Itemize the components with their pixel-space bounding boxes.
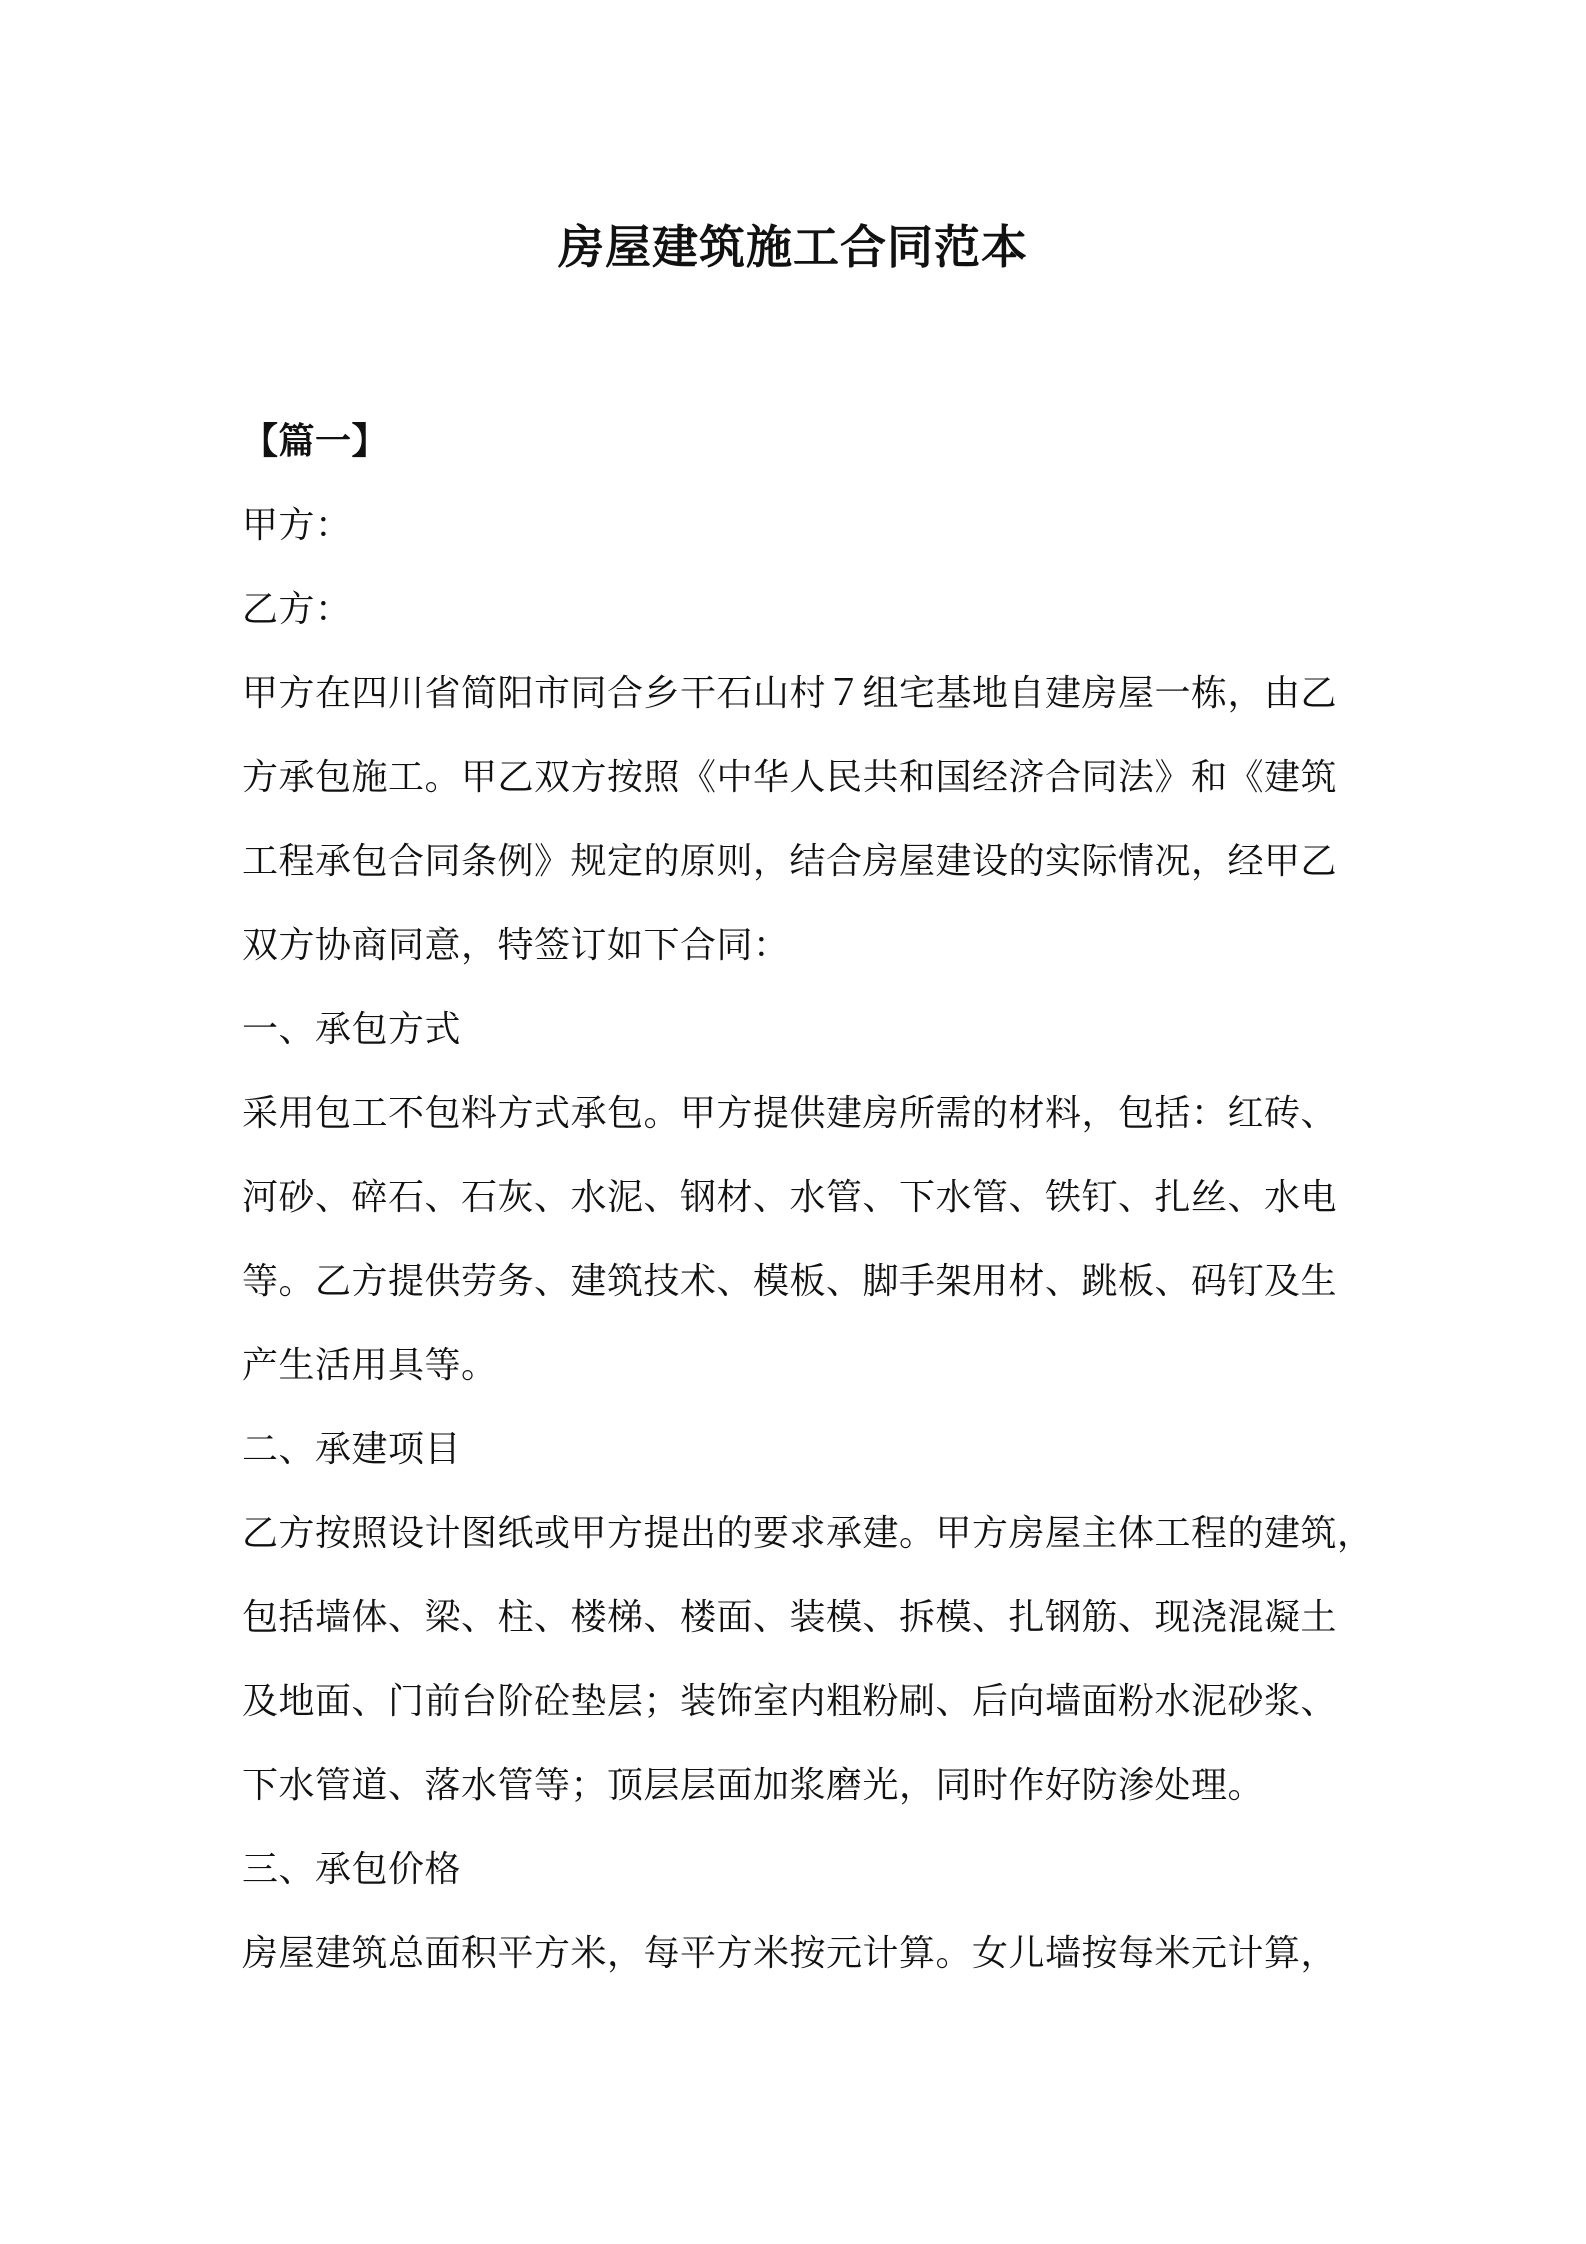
paragraph-line: 采用包工不包料方式承包。甲方提供建房所需的材料，包括：红砖、: [242, 1093, 1338, 1134]
section-heading: 二、承建项目: [242, 1429, 462, 1470]
paragraph-line: 包括墙体、梁、柱、楼梯、楼面、装模、拆模、扎钢筋、现浇混凝土: [242, 1597, 1338, 1638]
party-a-line: 甲方：: [242, 505, 352, 546]
paragraph-line: 甲方在四川省简阳市同合乡干石山村７组宅基地自建房屋一栋，由乙: [242, 673, 1338, 714]
paragraph-line: 房屋建筑总面积平方米，每平方米按元计算。女儿墙按每米元计算，: [242, 1933, 1338, 1974]
section-heading: 三、承包价格: [242, 1849, 462, 1890]
paragraph-line: 产生活用具等。: [242, 1345, 498, 1386]
section-heading: 一、承包方式: [242, 1009, 462, 1050]
section-label-part-one: 【篇一】: [242, 421, 389, 462]
document-body: [242, 400, 1374, 1996]
paragraph-line: 下水管道、落水管等；顶层层面加浆磨光，同时作好防渗处理。: [242, 1765, 1265, 1806]
paragraph-line: 双方协商同意，特签订如下合同：: [242, 925, 790, 966]
paragraph-line: 工程承包合同条例》规定的原则，结合房屋建设的实际情况，经甲乙: [242, 841, 1338, 882]
paragraph-line: 河砂、碎石、石灰、水泥、钢材、水管、下水管、铁钉、扎丝、水电: [242, 1177, 1338, 1218]
paragraph-line: 等。乙方提供劳务、建筑技术、模板、脚手架用材、跳板、码钉及生: [242, 1261, 1338, 1302]
paragraph-line: 乙方按照设计图纸或甲方提出的要求承建。甲方房屋主体工程的建筑，: [242, 1513, 1374, 1554]
paragraph-line: 及地面、门前台阶砼垫层；装饰室内粗粉刷、后向墙面粉水泥砂浆、: [242, 1681, 1338, 1722]
document-title: 房屋建筑施工合同范本: [558, 220, 1028, 274]
paragraph-line: 方承包施工。甲乙双方按照《中华人民共和国经济合同法》和《建筑: [242, 757, 1338, 798]
party-b-line: 乙方：: [242, 589, 352, 630]
